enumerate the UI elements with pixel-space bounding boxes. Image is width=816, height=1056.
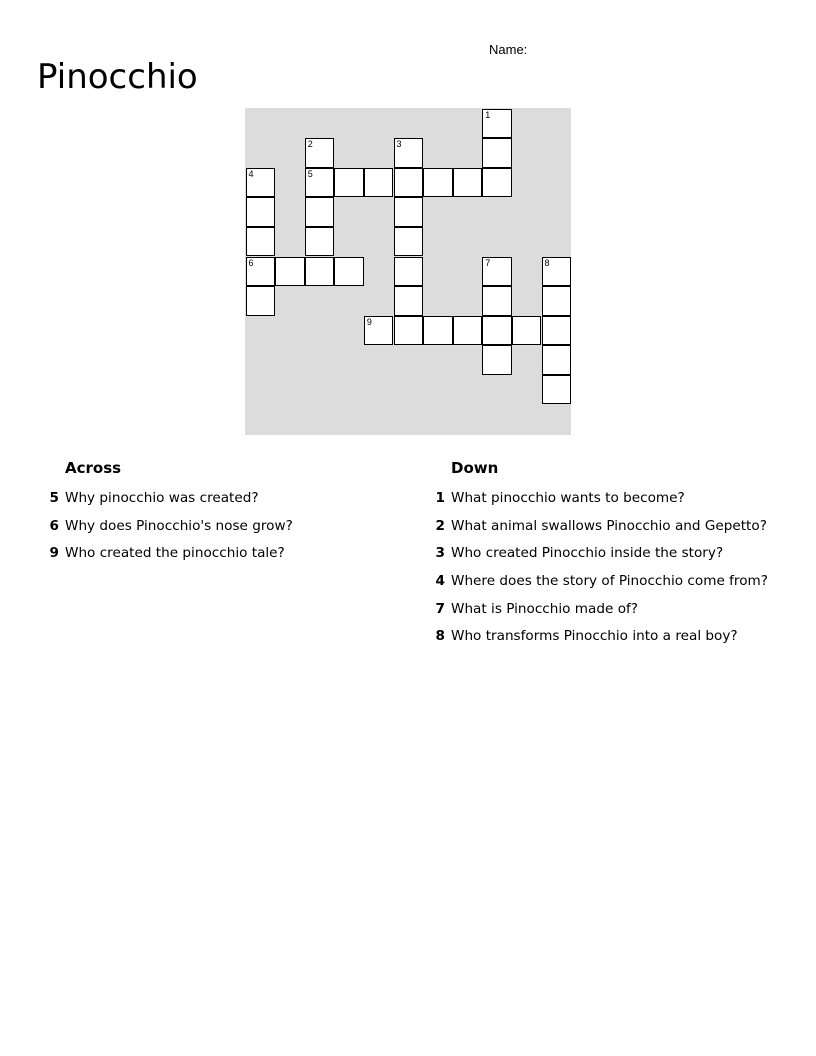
clue-number: 2 (435, 517, 445, 534)
crossword-cell[interactable] (482, 257, 512, 287)
crossword-cell[interactable] (423, 168, 453, 198)
down-clue (427, 543, 797, 571)
crossword-cell[interactable] (482, 345, 512, 375)
across-clue (41, 516, 401, 544)
across-clue (41, 488, 401, 516)
clue-text: Why does Pinocchio's nose grow? (65, 517, 293, 534)
crossword-cell[interactable] (482, 316, 512, 346)
crossword-cell[interactable] (423, 316, 453, 346)
clue-text: Who transforms Pinocchio into a real boy? (451, 628, 738, 645)
crossword-cell[interactable] (394, 257, 424, 287)
cell-number: 3 (396, 139, 402, 150)
down-clue (427, 516, 797, 544)
cell-number: 4 (248, 168, 254, 179)
cell-number: 7 (485, 257, 491, 268)
crossword-cell[interactable] (394, 286, 424, 316)
clue-number: 7 (435, 600, 445, 617)
crossword-cell[interactable] (542, 345, 572, 375)
across-clue-list (41, 488, 401, 571)
crossword-cell[interactable] (305, 138, 335, 168)
cell-number: 9 (366, 316, 372, 327)
page-title: Pinocchio (37, 56, 198, 97)
crossword-cell[interactable] (542, 316, 572, 346)
crossword-cell[interactable] (394, 197, 424, 227)
down-clue (427, 599, 797, 627)
clue-number: 5 (49, 490, 59, 506)
clue-text: Where does the story of Pinocchio come from? (451, 573, 768, 590)
crossword-cell[interactable] (246, 286, 276, 316)
down-clue (427, 488, 797, 516)
crossword-cell[interactable] (334, 168, 364, 198)
crossword-cell[interactable] (246, 257, 276, 287)
crossword-cell[interactable] (482, 109, 512, 139)
crossword-cell[interactable] (364, 168, 394, 198)
down-clue (427, 626, 797, 654)
down-clue-list (427, 488, 797, 654)
cell-number: 1 (485, 109, 491, 120)
across-clue (41, 543, 401, 571)
crossword-cell[interactable] (453, 168, 483, 198)
crossword-cell[interactable] (246, 227, 276, 257)
clue-text: What is Pinocchio made of? (451, 600, 639, 617)
clue-text: Who created the pinocchio tale? (65, 545, 285, 562)
clue-text: What pinocchio wants to become? (451, 490, 685, 506)
crossword-cell[interactable] (246, 168, 276, 198)
crossword-cell[interactable] (275, 257, 305, 287)
cell-number: 5 (307, 168, 313, 179)
crossword-cell[interactable] (482, 168, 512, 198)
clue-number: 6 (49, 517, 59, 534)
down-clues (427, 457, 797, 654)
clue-number: 9 (49, 545, 59, 562)
down-heading: Down (451, 459, 499, 477)
across-clues (41, 457, 401, 571)
cell-number: 2 (307, 139, 313, 150)
clue-number: 4 (435, 573, 445, 590)
crossword-cell[interactable] (482, 286, 512, 316)
down-clue (427, 571, 797, 599)
crossword-grid (245, 108, 571, 435)
crossword-cell[interactable] (482, 138, 512, 168)
name-label: Name: (489, 42, 528, 57)
crossword-cell[interactable] (394, 138, 424, 168)
crossword-cell[interactable] (394, 168, 424, 198)
cell-number: 8 (544, 257, 550, 268)
cell-number: 6 (248, 257, 254, 268)
crossword-cell[interactable] (334, 257, 364, 287)
clue-text: Who created Pinocchio inside the story? (451, 545, 724, 562)
crossword-cell[interactable] (305, 227, 335, 257)
clue-number: 8 (435, 628, 445, 645)
crossword-cell[interactable] (542, 286, 572, 316)
crossword-cell[interactable] (542, 375, 572, 405)
crossword-cell[interactable] (305, 257, 335, 287)
crossword-cell[interactable] (246, 197, 276, 227)
clue-text: What animal swallows Pinocchio and Gepetto? (451, 517, 767, 534)
clue-text: Why pinocchio was created? (65, 490, 259, 506)
across-heading: Across (65, 459, 122, 477)
crossword-cell[interactable] (394, 316, 424, 346)
clue-number: 3 (435, 545, 445, 562)
crossword-cell[interactable] (542, 257, 572, 287)
crossword-cell[interactable] (305, 197, 335, 227)
crossword-cell[interactable] (453, 316, 483, 346)
crossword-cell[interactable] (512, 316, 542, 346)
crossword-cell[interactable] (394, 227, 424, 257)
crossword-cell[interactable] (364, 316, 394, 346)
clue-number: 1 (435, 490, 445, 506)
crossword-cell[interactable] (305, 168, 335, 198)
